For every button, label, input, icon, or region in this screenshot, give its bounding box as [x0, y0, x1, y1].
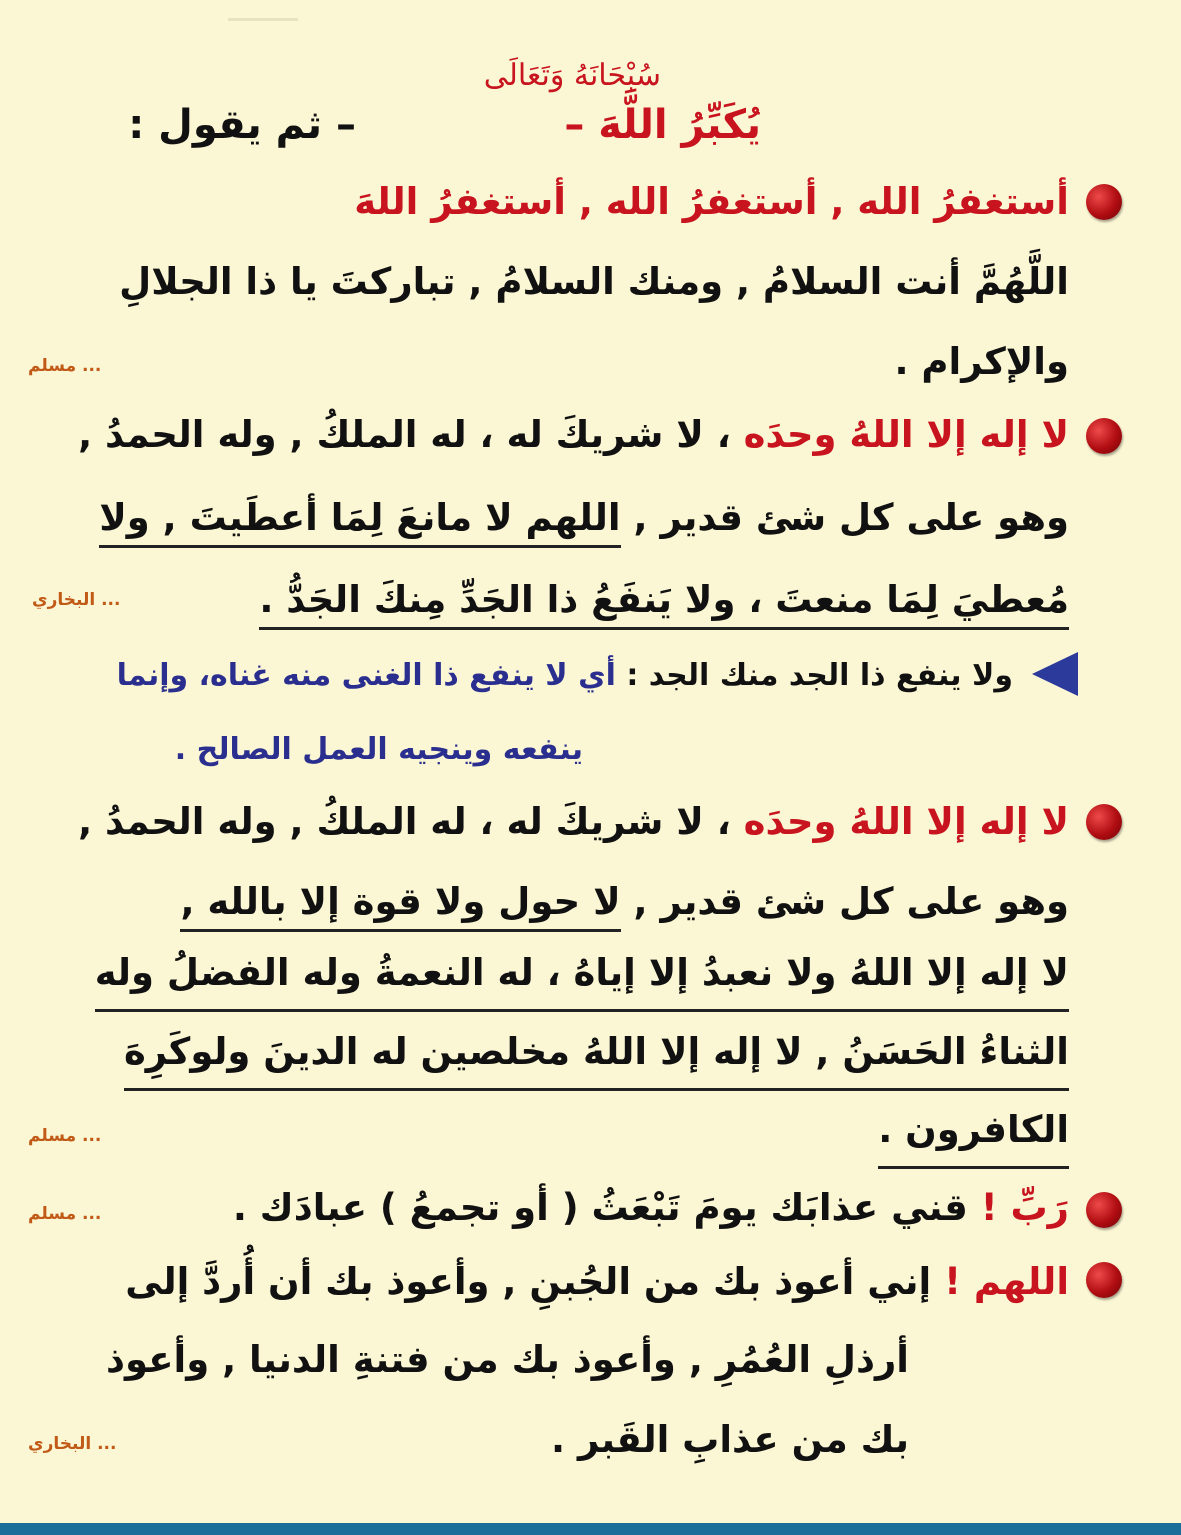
note-line2: ينفعه وينجيه العمل الصالح . [174, 732, 583, 767]
s5-line3: بك من عذابِ القَبر . [551, 1418, 909, 1461]
s2-red-phrase: لا إله إلا اللهُ وحدَه [743, 413, 1069, 456]
s4-reference: ... مسلم [28, 1204, 102, 1224]
bullet-5 [1086, 1262, 1122, 1298]
s2-line1: لا إله إلا اللهُ وحدَه ، لا شريكَ له ، له الملكُ , وله الحمدُ , [78, 413, 1069, 456]
s5-reference: ... البخاري [28, 1434, 117, 1454]
bullet-4 [1086, 1192, 1122, 1228]
s3-underlined-phrase: لا حول ولا قوة إلا بالله , [180, 880, 620, 932]
bullet-1 [1086, 184, 1122, 220]
s4-line: رَبِّ ! قني عذابَك يومَ تَبْعَثُ ( أو تجمعُ ) عبادَك . [232, 1186, 1069, 1229]
header-title-part1: يُكَبِّرُ اللَّهَ – [564, 102, 761, 148]
s3-line1: لا إله إلا اللهُ وحدَه ، لا شريكَ له ، له الملكُ , وله الحمدُ , [78, 800, 1069, 843]
s3-line5: الكافرون . [878, 1100, 1069, 1169]
s5-line1: اللهم ! إني أعوذ بك من الجُبنِ , وأعوذ بك أن أُردَّ إلى [125, 1260, 1069, 1303]
header-title-part2: – ثم يقول : [128, 102, 356, 148]
note-line1: ولا ينفع ذا الجد منك الجد : أي لا ينفع ذا الغنى منه غناه، وإنما [116, 658, 1013, 693]
s1-line1: أستغفرُ الله , أستغفرُ الله , أستغفرُ اللهَ [354, 180, 1069, 223]
s2-line3: مُعطيَ لِمَا منعتَ ، ولا يَنفَعُ ذا الجَدِّ مِنكَ الجَدُّ . [259, 570, 1069, 630]
calligraphy-subhanahu: سُبْحَانَهُ وَتَعَالَى [483, 58, 661, 93]
s1-line2: اللَّهُمَّ أنت السلامُ , ومنك السلامُ , تباركتَ يا ذا الجلالِ [119, 260, 1069, 303]
s2-reference: ... البخاري [32, 590, 121, 610]
s2-line2: وهو على كل شئ قدير , اللهم لا مانعَ لِمَا أعطَيتَ , ولا [99, 488, 1069, 548]
s3-reference: ... مسلم [28, 1126, 102, 1146]
arrow-icon [1032, 652, 1078, 696]
s3-line4: الثناءُ الحَسَنُ , لا إله إلا اللهُ مخلصين له الدينَ ولوكَرِهَ [124, 1022, 1069, 1091]
s3-line2: وهو على كل شئ قدير , لا حول ولا قوة إلا بالله , [180, 872, 1069, 932]
s3-line3: لا إله إلا اللهُ ولا نعبدُ إلا إياهُ ، له النعمةُ وله الفضلُ وله [95, 943, 1069, 1012]
s5-line2: أرذلِ العُمُرِ , وأعوذ بك من فتنةِ الدنيا , وأعوذ [106, 1338, 909, 1381]
top-decoration [228, 18, 298, 21]
bullet-2 [1086, 418, 1122, 454]
bullet-3 [1086, 804, 1122, 840]
s2-underlined-phrase: اللهم لا مانعَ لِمَا أعطَيتَ , ولا [99, 496, 620, 548]
s1-line3: والإكرام . [894, 340, 1069, 383]
bottom-bar [0, 1523, 1181, 1535]
s1-reference: ... مسلم [28, 356, 102, 376]
